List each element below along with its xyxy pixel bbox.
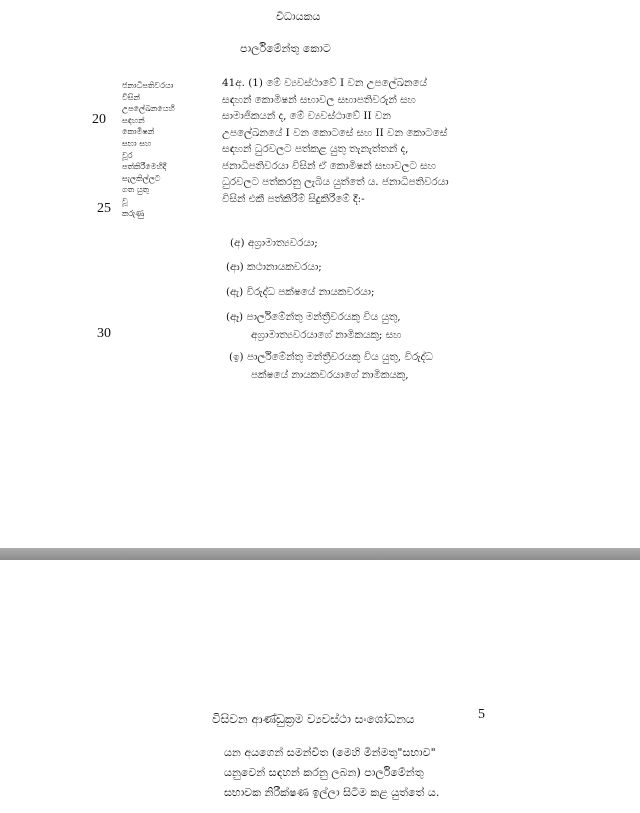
margin-note-line: කරුණු <box>122 208 145 218</box>
paragraph-line: යන අයගෙන් සමන්විත (මෙහි මින්මතු"සභාව" <box>224 746 436 759</box>
line-number: 30 <box>97 326 111 341</box>
page-separator <box>0 548 640 560</box>
list-item-text: පාර්ලිමේන්තු මන්ත්‍රීවරයකු විය යුතු, විරුද්ධ <box>246 351 433 363</box>
section-paragraph <box>222 75 500 207</box>
list-item <box>229 348 433 384</box>
list-item-text: පක්ෂයේ නායකවරයාගේ නාමිකයකු, <box>251 369 409 381</box>
list-item-text: පාර්ලිමේන්තු මන්ත්‍රීවරයකු විය යුතු, <box>246 311 401 323</box>
margin-note-line: කොමිෂන් <box>122 127 155 137</box>
list-item <box>226 308 401 344</box>
margin-note-line: උපලේඛනයෙහි <box>122 104 175 114</box>
list-item-label: (ඉ) <box>229 351 244 363</box>
list-item-text: කථානායකවරයා; <box>247 261 322 273</box>
margin-note-line: ජනාධිපතිවරයා <box>122 81 174 90</box>
paragraph-line: 41අ. (1) මේ ව්‍යවස්ථාවේ I වන උපලේඛනයේ <box>222 77 427 89</box>
list-item-text: විරුද්ධ පක්ෂයේ නායකවරයා; <box>246 286 375 298</box>
list-item-label: (ආ) <box>226 261 244 273</box>
paragraph-line: විසින් එකී පත්කිරීම් සිදුකිරීමේ දී:- <box>222 192 365 205</box>
line-number: 25 <box>97 201 111 216</box>
list-item-label: (අ) <box>230 237 245 249</box>
running-header: විසිවන ආණ්ඩුක්‍රම ව්‍යවස්ථා සංශෝධනය <box>212 712 415 726</box>
margin-note-line: සඳහන් <box>122 115 145 125</box>
list-item <box>226 258 322 276</box>
section-paragraph <box>224 743 439 803</box>
section-title: පාර්ලිමේන්තු කොට <box>240 42 331 55</box>
running-header: විධායකය <box>276 10 321 23</box>
list-item-label: (ඈ) <box>226 311 244 323</box>
paragraph-line: උපලේඛනයේ I වන කොටසේ සහ II වන කොටසේ <box>222 126 448 139</box>
list-item-label: (ඇ) <box>226 286 244 298</box>
margin-note-line: ගත යුතු <box>122 185 150 195</box>
list-item <box>226 283 374 301</box>
list-item-text: අග්‍රාමාත්‍යවරයා; <box>247 237 318 249</box>
paragraph-line: සාමාජිකයන් ද, මේ ව්‍යවස්ථාවේ II වන <box>222 110 391 122</box>
margin-note-line: සභා සහ <box>122 138 152 148</box>
margin-note <box>122 80 175 219</box>
paragraph-line: යනුවෙන් සඳහන් කරනු ලබන) පාර්ලිමේන්තු <box>224 766 424 779</box>
paragraph-line: සභාවක නිරීක්ෂණ ඉල්ලා සිටිම කළ යුත්තේ ය. <box>224 786 440 799</box>
paragraph-line: සඳහන් ධුරවලට පත්කළ යුතු තැනැත්තන් ද, <box>222 143 409 155</box>
list-item <box>230 234 318 252</box>
margin-note-line: වූර <box>122 150 133 160</box>
paragraph-line: ජනාධිපතිවරයා විසින් ඒ කොමිෂන් සභාවලට සහ <box>222 159 436 172</box>
margin-note-line: වූ <box>122 196 128 206</box>
paragraph-line: සඳහන් කොමිෂන් සභාවල සභාපතිවරුන් සහ <box>222 93 416 106</box>
paragraph-line: ධුරවලට පත්කරනු ලැබිය යුත්තේ ය. ජනාධිපතිවරයා <box>222 176 449 188</box>
line-number: 20 <box>92 112 106 127</box>
margin-note-line: පත්කිරීමෙහිදී <box>122 162 167 172</box>
margin-note-line: සැලකිල්ලට <box>122 173 161 183</box>
margin-note-line: විසින් <box>122 92 140 102</box>
list-item-text: අග්‍රාමාත්‍යවරයාගේ නාමිකයකු; සහ <box>251 329 402 341</box>
page-number: 5 <box>478 707 485 722</box>
